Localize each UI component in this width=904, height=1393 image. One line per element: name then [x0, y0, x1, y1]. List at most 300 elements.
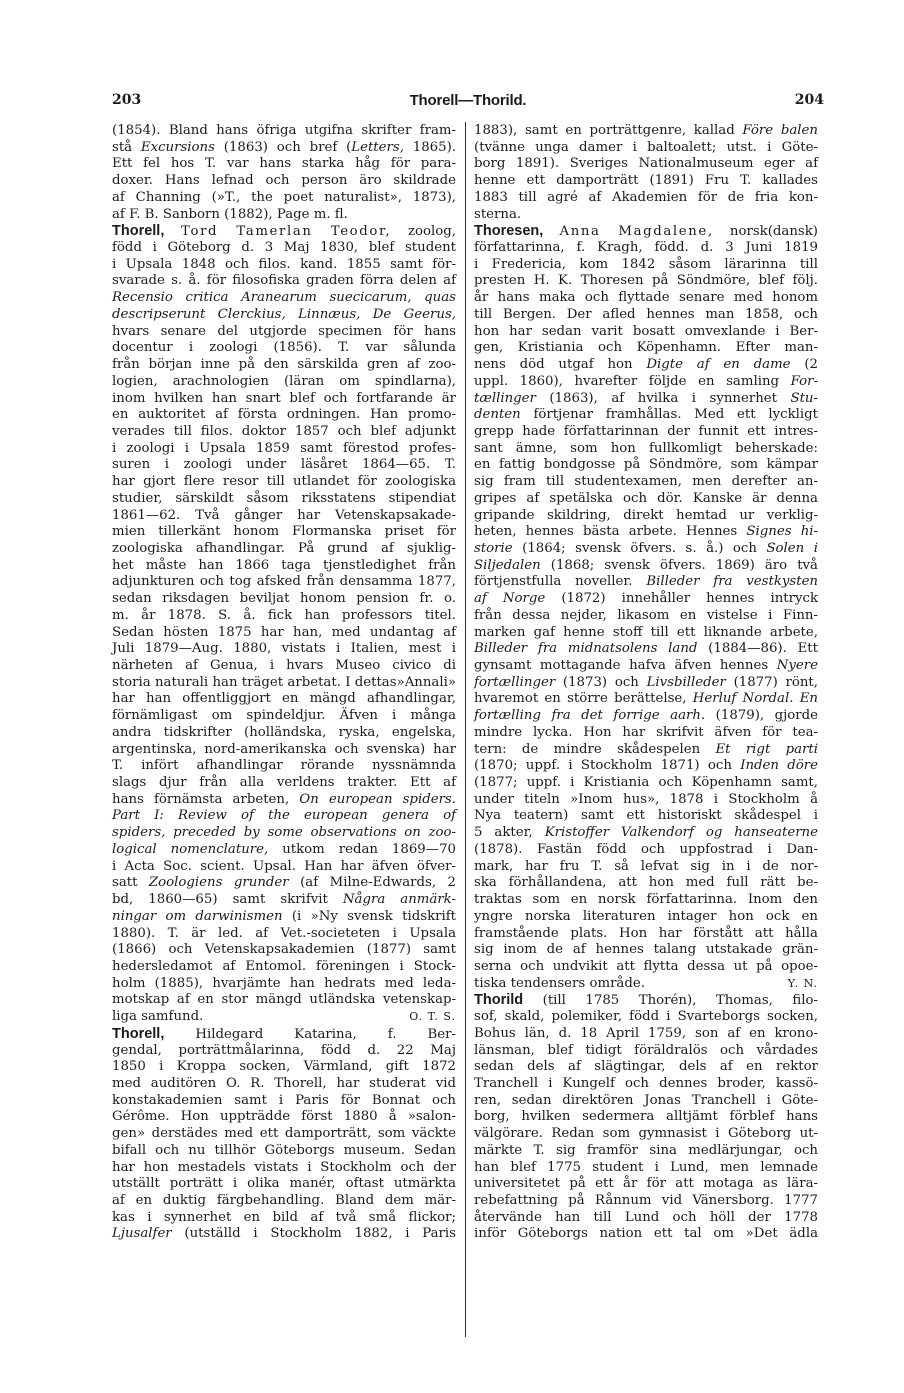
text-line	[112, 1026, 456, 1043]
text-run: (1854). Bland hans öfriga utgifna skrifter fram-	[112, 123, 456, 138]
text-run: henne ett damporträtt (1891) Fru T. kallades	[474, 173, 818, 189]
text-run: författarinna, f. Kragh, född. d. 3 Juni 1819	[474, 240, 818, 256]
text-line	[474, 992, 818, 1009]
text-run: en fattig bondgosse på Söndmöre, som kämpar	[474, 457, 818, 473]
text-run: rebefattning på Rånnum vid Vänersborg. 1777	[474, 1193, 818, 1208]
text-line	[112, 273, 456, 290]
column-divider	[465, 122, 466, 1337]
text-line	[112, 742, 456, 759]
text-line	[112, 1043, 456, 1060]
text-run: af en duktig färgbehandling. Bland dem mär-	[112, 1193, 456, 1208]
text-run: en auktoritet af första ordningen. Han promo-	[112, 407, 456, 423]
text-line	[474, 140, 818, 157]
text-line	[474, 758, 818, 775]
text-run: förtjenar framhållas. Med ett lyckligt	[520, 407, 818, 423]
text-line	[112, 407, 456, 424]
text-run: sig fram till studentexamen, men derefter an-	[474, 474, 818, 490]
text-run: sedan dels af slägtingar, dels af en rektor	[474, 1059, 818, 1075]
text-run: med auditören O. R. Thorell, har studerat vid	[112, 1075, 456, 1091]
text-line	[474, 808, 818, 825]
left-text-column	[112, 123, 456, 1243]
spaced-name: Anna Magdalene,	[559, 224, 714, 240]
text-run: i Upsala 1848 och filos. kand. 1855 samt för-	[112, 256, 456, 272]
text-run: gripande skildring, direkt hemtad ur verklig-	[474, 507, 818, 523]
text-run: motskap af en stor mängd utländska vetenskap-	[112, 992, 456, 1008]
text-line	[474, 976, 818, 993]
text-line	[474, 641, 818, 658]
text-line	[112, 441, 456, 458]
text-run: sant ämne, som hon fullkomligt beherskade:	[474, 440, 818, 456]
text-run: har hon mestadels vistats i Stockholm och der	[112, 1159, 456, 1175]
italic-title: Excursions	[140, 139, 215, 155]
text-line	[474, 257, 818, 274]
text-line	[474, 625, 818, 642]
text-line	[112, 474, 456, 491]
text-run: (1884—86). Ett	[697, 641, 818, 657]
italic-title: Ljusalfer	[112, 1226, 172, 1242]
text-run: verades till filos. doktor 1857 och blef adjunkt	[112, 423, 456, 439]
text-line	[474, 859, 818, 876]
text-line	[112, 792, 456, 809]
italic-title: Stu-	[790, 390, 818, 406]
text-line	[112, 1160, 456, 1177]
text-line	[112, 524, 456, 541]
italic-title: Letters,	[351, 139, 404, 155]
text-line	[474, 792, 818, 809]
text-line	[112, 1076, 456, 1093]
text-run: docentur i zoologi (1856). T. var sålunda	[112, 340, 456, 356]
page-number-right: 204	[794, 92, 824, 108]
text-run: universitetet på ett år för att motaga as lära-	[474, 1176, 818, 1192]
text-run: i Fredericia, kom 1842 såsom lärarinna till	[474, 256, 818, 272]
text-run: bifall och nu tillhör Göteborgs museum. Sedan	[112, 1142, 456, 1158]
text-line	[112, 1126, 456, 1143]
text-line	[474, 424, 818, 441]
entry-headword: Thoresen,	[474, 223, 544, 240]
text-run: sof, skald, polemiker, född i Svarteborgs socken,	[474, 1009, 818, 1025]
text-line	[474, 775, 818, 792]
italic-title: Några anmärk-	[342, 892, 456, 908]
text-run: logien, arachnologien (läran om spindlarna),	[112, 373, 456, 389]
text-run: 1865).	[403, 139, 456, 155]
text-line	[112, 574, 456, 591]
text-line	[474, 1193, 818, 1210]
text-run: grepp hade författarinnan der funnit ett intres-	[474, 423, 818, 439]
text-line	[474, 1160, 818, 1177]
italic-title: Signes hi-	[746, 524, 819, 540]
text-run: zoolog,	[391, 224, 456, 240]
text-run: utkom redan 1869—70	[268, 841, 456, 857]
text-run: ren, sedan direktören Jonas Tranchell i Göte-	[474, 1092, 818, 1108]
text-run: serna och undvikit att flytta dessa ut på opoe-	[474, 958, 818, 974]
italic-title: spiders, preceded by some observations on zoo-	[112, 825, 456, 841]
text-line	[474, 1059, 818, 1076]
text-line	[474, 240, 818, 257]
text-line	[112, 641, 456, 658]
text-run: i zoologi i Upsala 1859 samt förestod profes-	[112, 440, 456, 456]
text-line	[474, 223, 818, 240]
text-line	[474, 608, 818, 625]
text-line	[474, 1210, 818, 1227]
page-number-left: 203	[112, 92, 142, 108]
text-line	[474, 825, 818, 842]
text-run: närheten af Genua, i hvars Museo civico di	[112, 658, 456, 673]
text-line	[112, 1176, 456, 1193]
text-run: inför Göteborgs nation ett tal om »Det ädla	[474, 1226, 818, 1242]
text-line	[474, 1143, 818, 1160]
text-line	[112, 307, 456, 324]
text-run: 5 akter,	[474, 825, 545, 841]
text-run: har gjort flere resor till utlandet för zoologiska	[112, 474, 456, 490]
italic-title: Recensio critica Aranearum suecicarum, quas	[112, 290, 456, 306]
text-run: sedan riksdagen beviljat honom pension fr. o.	[112, 591, 456, 607]
italic-title: Billeder fra vestkysten	[646, 574, 818, 590]
text-run: hon har sedan varit bosatt omvexlande i Ber-	[474, 323, 818, 339]
italic-title: Inden döre	[740, 758, 818, 774]
text-line	[112, 775, 456, 792]
text-run: sterna.	[474, 206, 522, 222]
text-run: (af Milne-Edwards, 2	[288, 875, 457, 891]
text-run: mindre lycka. Hon har skrifvit äfven för tea-	[474, 724, 818, 740]
text-run: hans förnämsta arbeten,	[112, 791, 300, 807]
text-line	[112, 257, 456, 274]
text-line	[112, 725, 456, 742]
text-run: inom hvilken han snart blef och fortfarande är	[112, 390, 456, 406]
text-run: af Channing (»T., the poet naturalist», 1873),	[112, 189, 456, 205]
text-run: adjunkturen och tog afsked från densamma 1877,	[112, 574, 456, 590]
text-line	[474, 190, 818, 207]
text-run: heten, hennes bästa arbete. Hennes	[474, 524, 747, 540]
text-line	[474, 407, 818, 424]
text-run: Bohus län, d. 18 April 1759, son af en krono-	[474, 1025, 818, 1041]
text-run: 1861—62. Två gånger har Vetenskapsakade-	[112, 507, 456, 523]
text-line	[112, 909, 456, 926]
text-run: Ett fel hos T. var hans starka håg för para-	[112, 156, 456, 172]
text-run: (1877; uppf. i Kristiania och Köpenhamn samt,	[474, 775, 818, 791]
italic-title: descripserunt Clerckius, Linnæus, De Geerus,	[112, 306, 456, 322]
italic-title: fortælling fra det forrige aarh.	[474, 708, 706, 724]
text-line	[474, 742, 818, 759]
text-line	[474, 691, 818, 708]
italic-title: denten	[474, 407, 521, 423]
text-line	[474, 875, 818, 892]
text-line	[474, 307, 818, 324]
text-line	[474, 574, 818, 591]
text-line	[112, 992, 456, 1009]
text-line	[112, 808, 456, 825]
text-line	[474, 340, 818, 357]
text-run: (till 1785 Thorén), Thomas, filo-	[523, 993, 818, 1009]
text-line	[112, 190, 456, 207]
text-line	[112, 357, 456, 374]
text-line	[112, 1109, 456, 1126]
text-line	[112, 156, 456, 173]
text-line	[474, 959, 818, 976]
text-line	[474, 926, 818, 943]
text-line	[112, 391, 456, 408]
text-run: mark, har fru T. så lefvat sig in i de nor-	[474, 858, 818, 874]
text-line	[112, 859, 456, 876]
text-line	[474, 324, 818, 341]
text-line	[474, 524, 818, 541]
text-run: 1850 i Kroppa socken, Värmland, gift 1872	[112, 1059, 456, 1075]
text-run: Gérôme. Hon uppträdde först 1880 å »salon-	[112, 1109, 456, 1125]
text-line	[112, 708, 456, 725]
text-run: gynsamt mottagande hafva äfven hennes	[474, 658, 777, 673]
text-line	[112, 1193, 456, 1210]
text-run: af F. B. Sanborn (1882), Page m. fl.	[112, 206, 348, 222]
text-run: uppl. 1860), hvarefter följde en samling	[474, 373, 791, 389]
spaced-name: Tord Tamerlan Teodor,	[181, 224, 392, 240]
text-run: i Acta Soc. scient. Upsal. Han har äfven öfver-	[112, 858, 456, 874]
text-run: (1872) innehåller hennes intryck	[545, 591, 819, 607]
text-line	[112, 691, 456, 708]
text-run: kas i synnerhet en bild af två små flickor;	[112, 1209, 456, 1225]
text-run: år hans maka och flyttade senare med honom	[474, 290, 818, 306]
text-line	[112, 123, 456, 140]
text-line	[112, 508, 456, 525]
text-run: doxer. Hans lefnad och person äro skildrade	[112, 173, 456, 189]
text-line	[474, 842, 818, 859]
text-line	[474, 1226, 818, 1243]
text-run: till Bergen. Der afled hennes man 1858, och	[474, 306, 818, 322]
text-run: presten H. K. Thoresen på Söndmöre, blef följ.	[474, 273, 818, 289]
text-line	[474, 156, 818, 173]
text-run: marken gaf henne stoff till ett liknande arbete,	[474, 624, 818, 640]
text-run: (1866) och Vetenskapsakademien (1877) samt	[112, 942, 456, 958]
text-line	[474, 474, 818, 491]
text-line	[474, 558, 818, 575]
text-line	[474, 675, 818, 692]
text-run: framstående plats. Hon har förstått att hålla	[474, 925, 818, 941]
text-line	[112, 959, 456, 976]
text-run: satt	[112, 875, 149, 891]
text-line	[112, 942, 456, 959]
text-run: norsk(dansk)	[713, 224, 818, 240]
text-line	[112, 1143, 456, 1160]
text-line	[112, 140, 456, 157]
text-run: länsman, blef tidigt föräldralös och vårdades	[474, 1042, 818, 1058]
text-run: (1863) och bref (	[214, 139, 352, 155]
text-line	[474, 892, 818, 909]
text-line	[474, 391, 818, 408]
text-run: (1878). Fastän född och uppfostrad i Dan-	[474, 841, 818, 857]
text-line	[474, 541, 818, 558]
text-line	[112, 842, 456, 859]
text-run: zoologiska afhandlingar. På grund af sjuklig-	[112, 540, 456, 556]
text-run: suren i zoologi under läsåret 1864—65. T.	[112, 457, 456, 473]
text-run: 1883 till agré af Akademien för de fria kon-	[474, 189, 818, 205]
entry-headword: Thorild	[474, 992, 524, 1009]
text-run: (1870; uppf. i Stockholm 1871) och	[474, 758, 741, 774]
italic-title: Före balen	[742, 123, 818, 138]
italic-title: tællinger	[474, 390, 536, 406]
author-signature: O. T. S.	[409, 1010, 456, 1024]
running-title: Thorell—Thorild.	[409, 92, 527, 109]
text-run: gen, Kristiania och Köpenhamn. Efter man-	[474, 340, 818, 356]
text-run: (1864; svensk öfvers. s. å.) och	[512, 540, 767, 556]
text-line	[112, 825, 456, 842]
text-run: mien tillerkänt honom Flormanska priset för	[112, 524, 456, 540]
text-run: 1880). T. är led. af Vet.-societeten i Upsala	[112, 925, 456, 941]
italic-title: storie	[474, 540, 513, 556]
text-run: (1868; svensk öfvers. 1869) äro två	[540, 557, 818, 573]
italic-title: Et rigt parti	[715, 741, 818, 757]
italic-title: Part I: Review of the european genera of	[112, 808, 456, 824]
text-line	[474, 1009, 818, 1026]
text-line	[112, 608, 456, 625]
text-run: förnämligast om spindeldjur. Äfven i många	[112, 708, 456, 724]
text-line	[112, 591, 456, 608]
text-line	[474, 357, 818, 374]
text-run: Nya teatern) samt ett historiskt skådespel i	[474, 808, 818, 824]
italic-title: logical nomenclature,	[112, 841, 269, 857]
italic-title: Digte af en dame	[646, 357, 791, 373]
text-line	[112, 558, 456, 575]
text-run: hedersledamot af Entomol. föreningen i Stock-	[112, 958, 456, 974]
text-line	[112, 875, 456, 892]
italic-title: Herluf Nordal. En	[692, 691, 818, 707]
text-run: (tvänne unga damer i baltoalett; utst. i Göte-	[474, 139, 818, 155]
text-run: svarade s. å. för filosofiska graden förra delen af	[112, 273, 456, 289]
text-line	[112, 1059, 456, 1076]
text-run: gripes af spetälska och dör. Kanske är denna	[474, 490, 818, 506]
text-line	[112, 424, 456, 441]
text-run: bd, 1860—65) samt skrifvit	[112, 892, 343, 908]
text-run: traktas som en norsk författarinna. Inom den	[474, 892, 818, 908]
text-run: återvände han till Lund och höll der 1778	[474, 1209, 818, 1225]
text-line	[474, 1093, 818, 1110]
text-run: tiska tendensers område.	[474, 975, 645, 991]
text-line	[112, 457, 456, 474]
text-run: holm (1885), hvarjämte han hedrats med leda-	[112, 975, 456, 991]
text-run: (utställd i Stockholm 1882, i Paris	[171, 1226, 456, 1242]
text-line	[112, 892, 456, 909]
text-run: (i »Ny svensk tidskrift	[282, 908, 456, 924]
text-run: född i Göteborg d. 3 Maj 1830, blef student	[112, 240, 456, 256]
text-line	[474, 909, 818, 926]
text-run: Tranchell i Kungelf och dennes broder, kassö-	[474, 1075, 818, 1091]
text-run	[543, 224, 559, 239]
italic-title: Billeder fra midnatsolens land	[474, 641, 698, 657]
text-run: välgörare. Redan som gymnasist i Göteborg ut-	[474, 1126, 818, 1142]
text-line	[112, 173, 456, 190]
text-line	[112, 374, 456, 391]
text-run: storia naturali han träget arbetat. I dettas»Annali»	[112, 674, 456, 690]
text-run: het måste han 1866 taga tjenstledighet från	[112, 557, 456, 573]
text-line	[474, 1076, 818, 1093]
text-run: Hildegard Katarina, f. Ber-	[164, 1026, 456, 1042]
text-line	[474, 457, 818, 474]
text-run: hvaremot en större berättelse,	[474, 691, 693, 707]
text-run: under titeln »Inom hus», 1878 i Stockholm å	[474, 791, 818, 807]
entry-headword: Thorell,	[112, 1025, 165, 1042]
text-line	[474, 942, 818, 959]
text-run: (1863), af hvilka i synnerhet	[535, 390, 791, 406]
text-run: slags djur från alla verldens trakter. Ett af	[112, 775, 456, 791]
text-run: studier, särskildt såsom riksstatens stipendiat	[112, 490, 456, 506]
text-run: har han offentliggjort en mängd afhandlingar,	[112, 691, 456, 707]
text-line	[474, 290, 818, 307]
text-run: m. år 1878. S. å. fick han professors titel.	[112, 607, 456, 623]
italic-title: Zoologiens grunder	[148, 875, 289, 891]
text-run	[164, 224, 181, 239]
text-run: borg, hvilken sedermera alltjämt förblef hans	[474, 1109, 818, 1125]
text-run: (1879), gjorde	[705, 708, 818, 724]
text-line	[474, 207, 818, 224]
text-line	[474, 1176, 818, 1193]
text-run: gendal, porträttmålarinna, född d. 22 Maj	[112, 1042, 456, 1058]
text-line	[112, 290, 456, 307]
text-run: utställt porträtt i olika manér, oftast utmärkta	[112, 1176, 456, 1192]
text-line	[474, 441, 818, 458]
text-line	[474, 591, 818, 608]
text-line	[474, 273, 818, 290]
text-line	[112, 324, 456, 341]
text-line	[474, 508, 818, 525]
text-line	[474, 725, 818, 742]
text-run: konstakademien samt i Paris för Bonnat och	[112, 1092, 456, 1108]
text-run: (1877) rönt,	[725, 674, 818, 690]
text-run: från början inne på den särskilda gren af zoo-	[112, 357, 456, 373]
text-line	[474, 1043, 818, 1060]
text-line	[112, 926, 456, 943]
text-run: borg 1891). Sveriges Nationalmuseum eger af	[474, 156, 818, 172]
text-run: andra tidskrifter (holländska, ryska, engelska,	[112, 724, 456, 740]
italic-title: ningar om darwinismen	[112, 908, 283, 924]
text-line	[474, 1109, 818, 1126]
text-line	[112, 1093, 456, 1110]
text-run: han blef 1775 student i Lund, men lemnade	[474, 1159, 818, 1175]
entry-headword: Thorell,	[112, 223, 165, 240]
text-run: argentinska, nord-amerikanska och svenska) har	[112, 741, 456, 757]
text-run: sig inom de af hennes talang utstakade grän-	[474, 942, 818, 958]
text-line	[112, 340, 456, 357]
text-line	[112, 541, 456, 558]
text-line	[112, 758, 456, 775]
text-line	[474, 491, 818, 508]
text-run: stå	[112, 139, 141, 155]
text-line	[474, 123, 818, 140]
italic-title: Nyere	[776, 658, 818, 673]
text-line	[112, 223, 456, 240]
italic-title: af Norge	[474, 591, 546, 607]
text-line	[474, 658, 818, 675]
text-line	[112, 1226, 456, 1243]
text-run: ska förhållandena, att hon med full rätt be-	[474, 875, 818, 891]
text-run: (2	[790, 357, 818, 373]
italic-title: On european spiders.	[299, 791, 456, 807]
text-run: liga samfund.	[112, 1009, 204, 1025]
text-line	[112, 1210, 456, 1227]
text-run: tern: de mindre skådespelen	[474, 741, 716, 757]
italic-title: Kristoffer Valkendorf og hanseaterne	[544, 825, 818, 841]
text-run: gen» derstädes med ett damporträtt, som väckte	[112, 1126, 456, 1142]
italic-title: Solen i	[766, 540, 818, 556]
page-header	[112, 92, 824, 114]
text-line	[474, 708, 818, 725]
text-run: hvars senare del utgjorde specimen för hans	[112, 323, 456, 339]
text-run: 1883), samt en porträttgenre, kallad	[474, 123, 743, 138]
text-line	[474, 374, 818, 391]
text-line	[112, 207, 456, 224]
text-run: Juli 1879—Aug. 1880, vistats i Italien, mest i	[112, 641, 456, 657]
italic-title: fortællinger	[474, 674, 556, 690]
italic-title: Livsbilleder	[646, 674, 726, 690]
text-line	[112, 240, 456, 257]
text-run: nens död utgaf hon	[474, 357, 647, 373]
text-line	[112, 976, 456, 993]
